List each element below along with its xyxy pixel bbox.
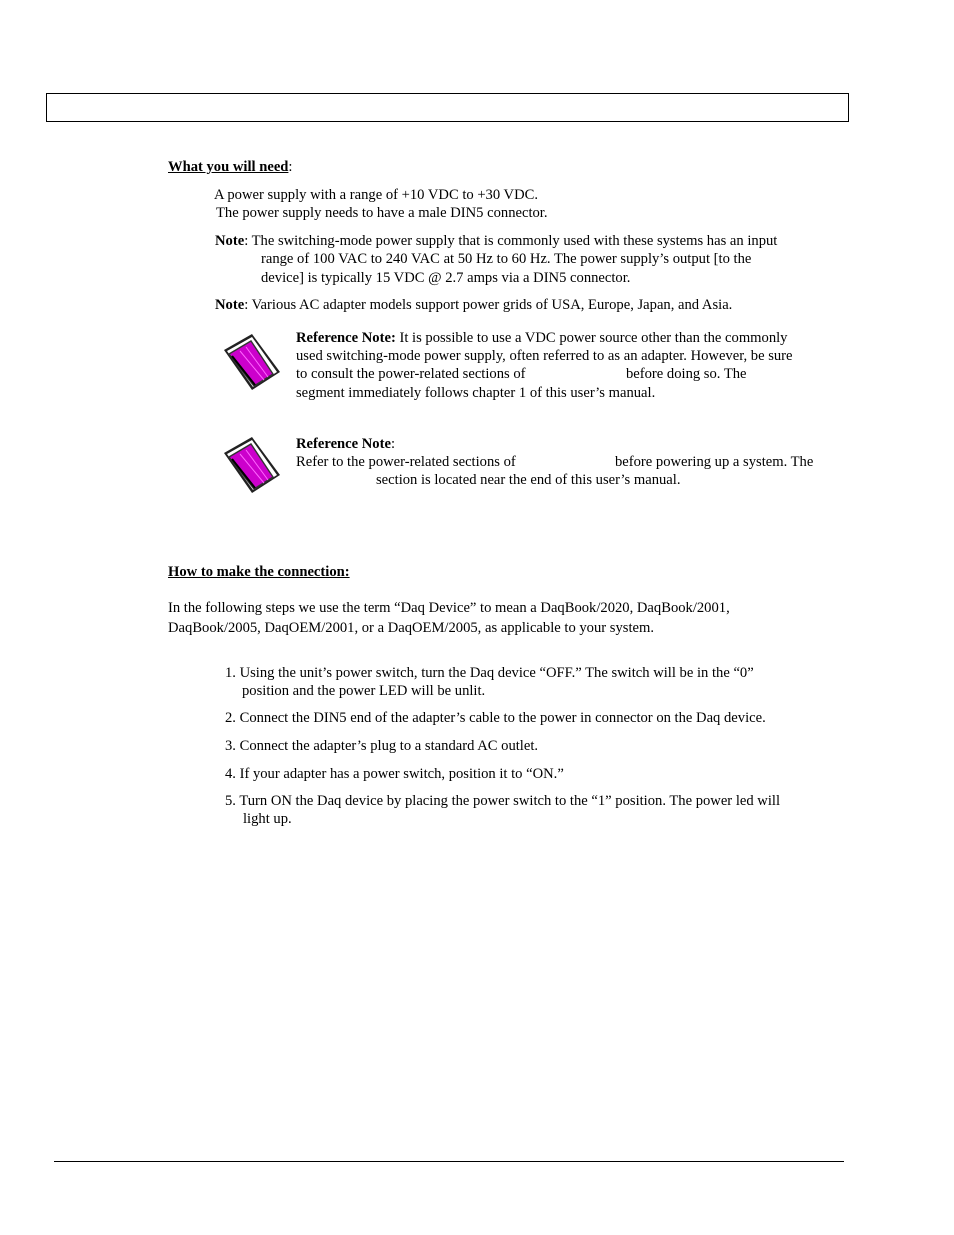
ref-note1-text1: It is possible to use a VDC power source other than the commonly	[395, 330, 788, 346]
connection-intro-line1: In the following steps we use the term “Daq Device” to mean a DaqBook/2020, DaqBook/2001,	[168, 600, 730, 616]
ref-note2-line2: section is located near the end of this user’s manual.	[376, 472, 681, 488]
ref-note1-label: Reference Note:	[296, 330, 396, 346]
step-4: 4. If your adapter has a power switch, position it to “ON.”	[225, 766, 564, 782]
ref-note1-line4: segment immediately follows chapter 1 of this user’s manual.	[296, 385, 656, 401]
note1-line1	[215, 232, 777, 250]
ref-note2-heading	[296, 435, 395, 453]
needs-heading-line	[168, 158, 292, 176]
step-3: 3. Connect the adapter’s plug to a standard AC outlet.	[225, 738, 539, 754]
ref-note2-line1a: Refer to the power-related sections of	[296, 454, 516, 470]
ref-note2-label: Reference Note	[296, 436, 391, 452]
note1-text: : The switching-mode power supply that is commonly used with these systems has an input	[244, 233, 778, 249]
connection-heading: How to make the connection:	[168, 564, 350, 580]
ref-note1-line2: used switching-mode power supply, often referred to as an adapter. However, be sure	[296, 348, 793, 364]
needs-heading-suffix: :	[288, 159, 293, 175]
ref-note2-line1b: before powering up a system. The	[615, 454, 814, 470]
supply-connector-text: The power supply needs to have a male DIN5 connector.	[216, 205, 548, 221]
supply-range-text: A power supply with a range of +10 VDC to +30 VDC.	[214, 187, 538, 203]
note2-label: Note	[215, 297, 245, 313]
note1-label: Note	[215, 233, 245, 249]
note2-text: : Various AC adapter models support power grids of USA, Europe, Japan, and Asia.	[244, 297, 733, 313]
header-box	[46, 93, 849, 122]
step-5-line2: light up.	[243, 811, 292, 827]
reference-book-icon	[218, 330, 288, 394]
needs-heading: What you will need	[168, 159, 289, 175]
ref-note2-label-suffix: :	[390, 436, 396, 452]
ref-note1-line1	[296, 329, 787, 347]
footer-rule	[54, 1161, 844, 1162]
step-1-line1: 1. Using the unit’s power switch, turn the Daq device “OFF.” The switch will be in the “0”	[225, 665, 754, 681]
ref-note1-line3b: before doing so. The	[626, 366, 747, 382]
reference-book-icon	[218, 433, 288, 497]
note2-line	[215, 296, 732, 314]
connection-intro-line2: DaqBook/2005, DaqOEM/2001, or a DaqOEM/2005, as applicable to your system.	[168, 620, 654, 636]
note1-line2: range of 100 VAC to 240 VAC at 50 Hz to 60 Hz. The power supply’s output [to the	[261, 251, 752, 267]
ref-note1-line3a: to consult the power-related sections of	[296, 366, 526, 382]
step-2: 2. Connect the DIN5 end of the adapter’s cable to the power in connector on the Daq device.	[225, 710, 766, 726]
step-5-line1: 5. Turn ON the Daq device by placing the power switch to the “1” position. The power led will	[225, 793, 780, 809]
note1-line3: device] is typically 15 VDC @ 2.7 amps via a DIN5 connector.	[261, 270, 631, 286]
step-1-line2: position and the power LED will be unlit.	[242, 683, 486, 699]
